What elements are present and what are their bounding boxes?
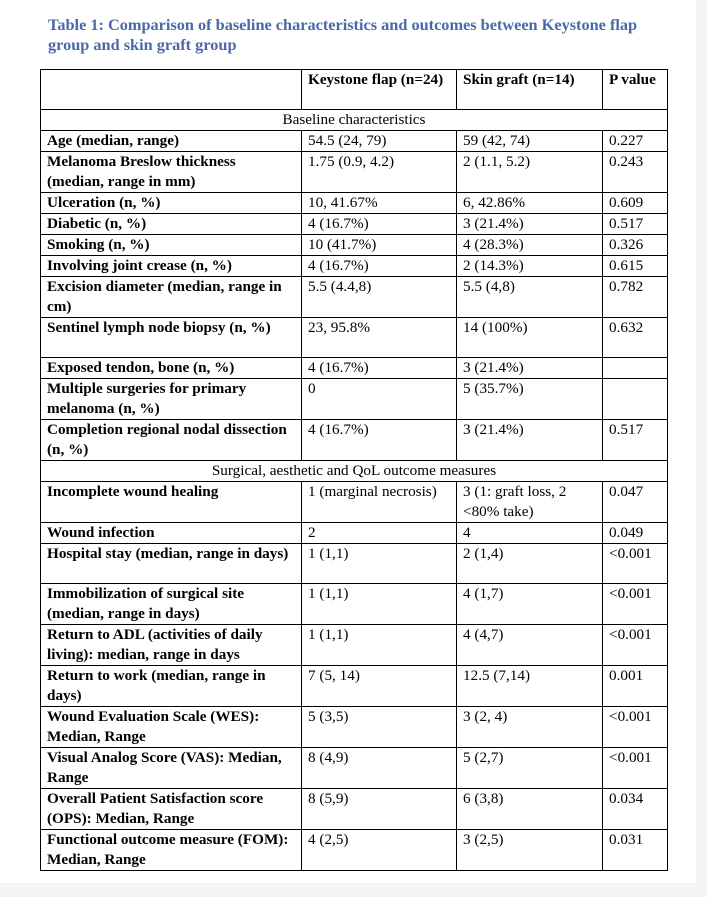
cell-p-value: 0.047 (603, 482, 668, 523)
cell-graft: 6 (3,8) (457, 789, 603, 830)
cell-keystone: 10, 41.67% (302, 193, 457, 214)
cell-keystone: 5 (3,5) (302, 707, 457, 748)
row-label: Smoking (n, %) (41, 235, 302, 256)
cell-keystone: 2 (302, 523, 457, 544)
header-keystone-flap: Keystone flap (n=24) (302, 70, 457, 110)
table-row (41, 789, 668, 830)
table-row (41, 625, 668, 666)
cell-graft: 3 (21.4%) (457, 358, 603, 379)
cell-keystone: 5.5 (4.4,8) (302, 277, 457, 318)
table-row (41, 544, 668, 584)
cell-keystone: 10 (41.7%) (302, 235, 457, 256)
cell-p-value: 0.031 (603, 830, 668, 871)
row-label: Wound infection (41, 523, 302, 544)
table-row (41, 256, 668, 277)
row-label: Exposed tendon, bone (n, %) (41, 358, 302, 379)
table-row (41, 707, 668, 748)
table-row (41, 523, 668, 544)
cell-p-value: 0.609 (603, 193, 668, 214)
row-label: Visual Analog Score (VAS): Median, Range (41, 748, 302, 789)
table-row (41, 193, 668, 214)
section-header-row (41, 110, 668, 131)
cell-graft: 4 (1,7) (457, 584, 603, 625)
table-row (41, 420, 668, 461)
comparison-table (40, 69, 668, 871)
row-label: Wound Evaluation Scale (WES): Median, Range (41, 707, 302, 748)
table-caption: Table 1: Comparison of baseline characteristics and outcomes between Keystone flap group and skin graft group (48, 15, 638, 54)
cell-keystone: 7 (5, 14) (302, 666, 457, 707)
cell-keystone: 4 (16.7%) (302, 420, 457, 461)
cell-p-value: <0.001 (603, 748, 668, 789)
cell-graft: 12.5 (7,14) (457, 666, 603, 707)
cell-keystone: 54.5 (24, 79) (302, 131, 457, 152)
cell-p-value (603, 358, 668, 379)
cell-p-value: 0.517 (603, 214, 668, 235)
cell-graft: 6, 42.86% (457, 193, 603, 214)
table-row (41, 584, 668, 625)
cell-graft: 14 (100%) (457, 318, 603, 358)
cell-p-value: <0.001 (603, 544, 668, 584)
cell-graft: 5.5 (4,8) (457, 277, 603, 318)
table-row (41, 277, 668, 318)
cell-graft: 3 (21.4%) (457, 214, 603, 235)
table-row (41, 358, 668, 379)
cell-p-value: 0.615 (603, 256, 668, 277)
table-row (41, 318, 668, 358)
cell-p-value: 0.049 (603, 523, 668, 544)
row-label: Hospital stay (median, range in days) (41, 544, 302, 584)
cell-graft: 3 (21.4%) (457, 420, 603, 461)
cell-p-value: 0.517 (603, 420, 668, 461)
cell-keystone: 1.75 (0.9, 4.2) (302, 152, 457, 193)
cell-keystone: 4 (16.7%) (302, 358, 457, 379)
cell-graft: 5 (2,7) (457, 748, 603, 789)
cell-keystone: 1 (1,1) (302, 544, 457, 584)
section-title: Baseline characteristics (41, 110, 668, 131)
cell-graft: 2 (1.1, 5.2) (457, 152, 603, 193)
cell-p-value: 0.782 (603, 277, 668, 318)
cell-keystone: 8 (4,9) (302, 748, 457, 789)
cell-p-value: <0.001 (603, 625, 668, 666)
section-header-row (41, 461, 668, 482)
cell-graft: 2 (1,4) (457, 544, 603, 584)
row-label: Return to work (median, range in days) (41, 666, 302, 707)
cell-graft: 4 (457, 523, 603, 544)
table-header-row (41, 70, 668, 110)
cell-p-value: 0.632 (603, 318, 668, 358)
cell-p-value: <0.001 (603, 707, 668, 748)
cell-keystone: 23, 95.8% (302, 318, 457, 358)
table-row (41, 214, 668, 235)
row-label: Sentinel lymph node biopsy (n, %) (41, 318, 302, 358)
table-row (41, 748, 668, 789)
table-row (41, 131, 668, 152)
cell-p-value: <0.001 (603, 584, 668, 625)
row-label: Functional outcome measure (FOM): Median, Range (41, 830, 302, 871)
cell-keystone: 4 (16.7%) (302, 256, 457, 277)
table-row (41, 235, 668, 256)
table-row (41, 666, 668, 707)
cell-graft: 4 (28.3%) (457, 235, 603, 256)
row-label: Immobilization of surgical site (median, range in days) (41, 584, 302, 625)
cell-p-value: 0.001 (603, 666, 668, 707)
row-label: Age (median, range) (41, 131, 302, 152)
cell-keystone: 1 (1,1) (302, 584, 457, 625)
cell-graft: 2 (14.3%) (457, 256, 603, 277)
cell-p-value: 0.243 (603, 152, 668, 193)
cell-keystone: 4 (2,5) (302, 830, 457, 871)
table-row (41, 830, 668, 871)
row-label: Incomplete wound healing (41, 482, 302, 523)
row-label: Involving joint crease (n, %) (41, 256, 302, 277)
cell-p-value: 0.227 (603, 131, 668, 152)
table-row (41, 152, 668, 193)
table-row (41, 379, 668, 420)
cell-graft: 5 (35.7%) (457, 379, 603, 420)
cell-graft: 4 (4,7) (457, 625, 603, 666)
cell-graft: 3 (2,5) (457, 830, 603, 871)
row-label: Return to ADL (activities of daily living): median, range in days (41, 625, 302, 666)
section-title: Surgical, aesthetic and QoL outcome measures (41, 461, 668, 482)
row-label: Melanoma Breslow thickness (median, range in mm) (41, 152, 302, 193)
cell-keystone: 1 (marginal necrosis) (302, 482, 457, 523)
row-label: Overall Patient Satisfaction score (OPS): Median, Range (41, 789, 302, 830)
cell-keystone: 8 (5,9) (302, 789, 457, 830)
cell-graft: 3 (2, 4) (457, 707, 603, 748)
header-p-value: P value (603, 70, 668, 110)
cell-graft: 3 (1: graft loss, 2 <80% take) (457, 482, 603, 523)
header-label-column (41, 70, 302, 110)
header-skin-graft: Skin graft (n=14) (457, 70, 603, 110)
row-label: Ulceration (n, %) (41, 193, 302, 214)
table-row (41, 482, 668, 523)
row-label: Completion regional nodal dissection (n, %) (41, 420, 302, 461)
cell-p-value: 0.034 (603, 789, 668, 830)
row-label: Multiple surgeries for primary melanoma (n, %) (41, 379, 302, 420)
cell-p-value (603, 379, 668, 420)
row-label: Diabetic (n, %) (41, 214, 302, 235)
row-label: Excision diameter (median, range in cm) (41, 277, 302, 318)
cell-keystone: 1 (1,1) (302, 625, 457, 666)
cell-keystone: 4 (16.7%) (302, 214, 457, 235)
cell-graft: 59 (42, 74) (457, 131, 603, 152)
cell-p-value: 0.326 (603, 235, 668, 256)
cell-keystone: 0 (302, 379, 457, 420)
